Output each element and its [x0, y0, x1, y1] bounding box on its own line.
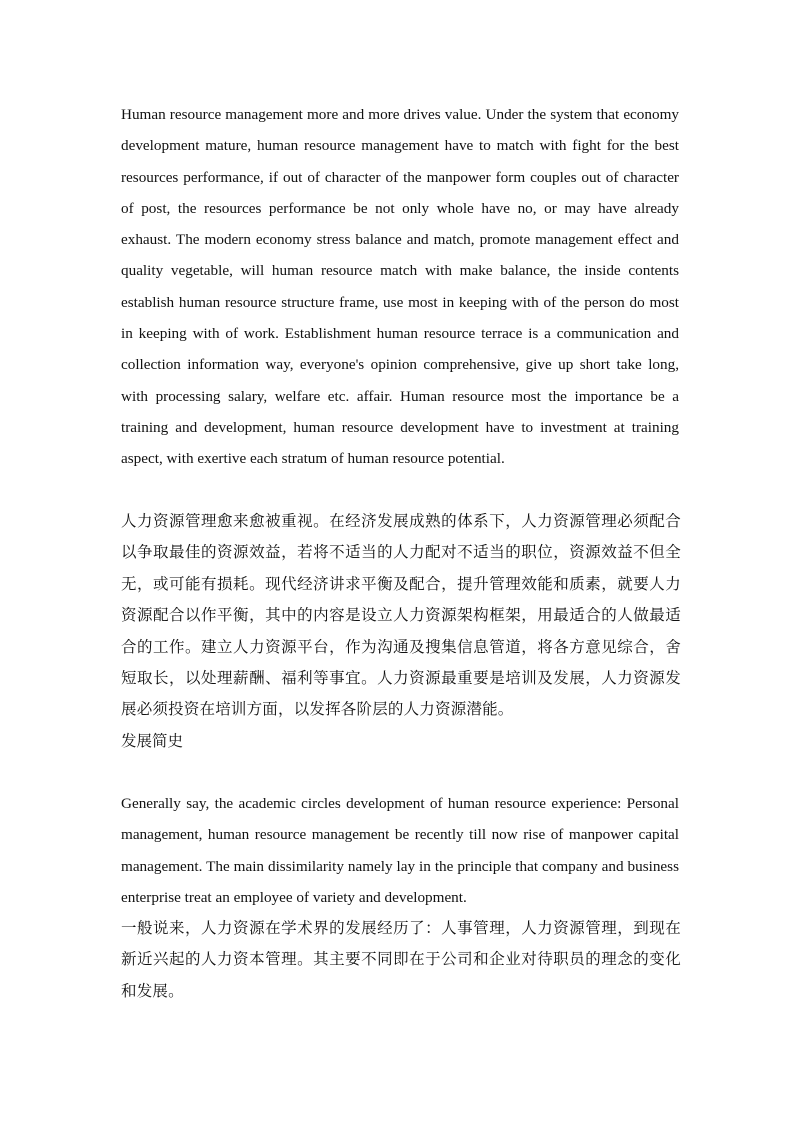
- paragraph-english-history: Generally say, the academic circles development of human resource experience: Personal management, human resource management be recently till now rise of manpower capital management. The main dissimilarity namely lay in the principle that company and business enterprise treat an employee of variety and development.: [121, 795, 679, 906]
- paragraph-english-intro: Human resource management more and more drives value. Under the system that economy development mature, human resource management have to match with fight for the best resources performance, if out of character of the manpower form couples out of character of post, the resources performance be not only whole have no, or may have already exhaust. The modern economy stress balance and match, promote management effect and quality vegetable, will human resource match with make balance, the inside contents establish human resource structure frame, use most in keeping with of the person do most in keeping with of work. Establishment human resource terrace is a communication and collection information way, everyone's opinion comprehensive, give up short take long, with processing salary, welfare etc. affair. Human resource most the importance be a training and development, human resource development have to investment at training aspect, with exertive each stratum of human resource potential.: [121, 106, 679, 468]
- paragraph-chinese-intro: 人力资源管理愈来愈被重视。在经济发展成熟的体系下，人力资源管理必须配合以争取最佳的资源效益，若将不适当的人力配对不适当的职位，资源效益不但全无，或可能有损耗。现代经济讲求平衡及配合，提升管理效能和质素，就要人力资源配合以作平衡，其中的内容是设立人力资源架构框架，用最适合的人做最适合的工作。建立人力资源平台，作为沟通及搜集信息管道，将各方意见综合，舍短取长，以处理薪酬、福利等事宜。人力资源最重要是培训及发展，人力资源发展必须投资在培训方面，以发挥各阶层的人力资源潜能。: [121, 512, 681, 719]
- paragraph-chinese-history: 一般说来，人力资源在学术界的发展经历了：人事管理，人力资源管理，到现在新近兴起的人力资本管理。其主要不同即在于公司和企业对待职员的理念的变化和发展。: [121, 919, 681, 1000]
- section-heading-history: 发展简史: [121, 732, 184, 750]
